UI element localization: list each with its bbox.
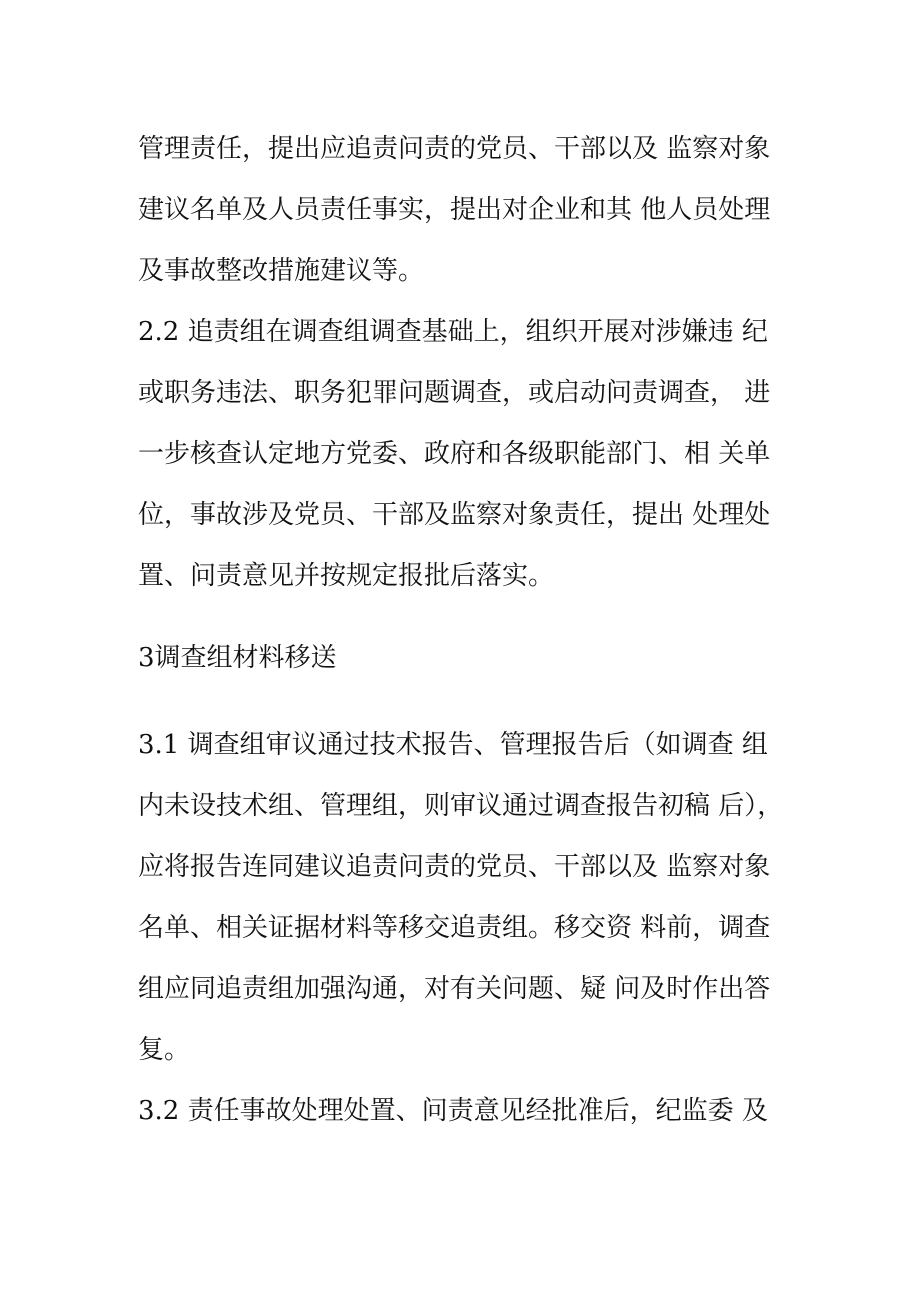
section-2-2-line-5: 置、问责意见并按规定报批后落实。	[138, 561, 555, 591]
section-3-1-line-4: 名单、相关证据材料等移交追责组。移交资 料前，调查	[138, 913, 771, 943]
section-2-2-line-1: 2.2 追责组在调查组调查基础上，组织开展对涉嫌违 纪	[138, 317, 768, 347]
section-2-2-line-2: 或职务违法、职务犯罪问题调查，或启动问责调查， 进	[138, 378, 771, 408]
section-2-2-line-4: 位，事故涉及党员、干部及监察对象责任，提出 处理处	[138, 500, 771, 530]
section-3-1-line-5: 组应同追责组加强沟通，对有关问题、疑 问及时作出答	[138, 974, 771, 1004]
text-line-1: 管理责任，提出应追责问责的党员、干部以及 监察对象	[138, 134, 771, 164]
section-3-heading: 3调查组材料移送	[138, 643, 337, 673]
section-3-1-line-1: 3.1 调查组审议通过技术报告、管理报告后（如调查 组	[138, 730, 768, 760]
section-3-2-line-1: 3.2 责任事故处理处置、问责意见经批准后，纪监委 及	[138, 1096, 768, 1126]
text-line-3: 及事故整改措施建议等。	[138, 256, 425, 286]
section-2-2-line-3: 一步核查认定地方党委、政府和各级职能部门、相 关单	[138, 439, 771, 469]
section-3-1-line-3: 应将报告连同建议追责问责的党员、干部以及 监察对象	[138, 852, 771, 882]
text-line-2: 建议名单及人员责任事实，提出对企业和其 他人员处理	[138, 195, 771, 225]
section-3-1-line-2: 内未设技术组、管理组，则审议通过调查报告初稿 后），	[138, 791, 784, 821]
section-3-1-line-6: 复。	[138, 1035, 191, 1065]
